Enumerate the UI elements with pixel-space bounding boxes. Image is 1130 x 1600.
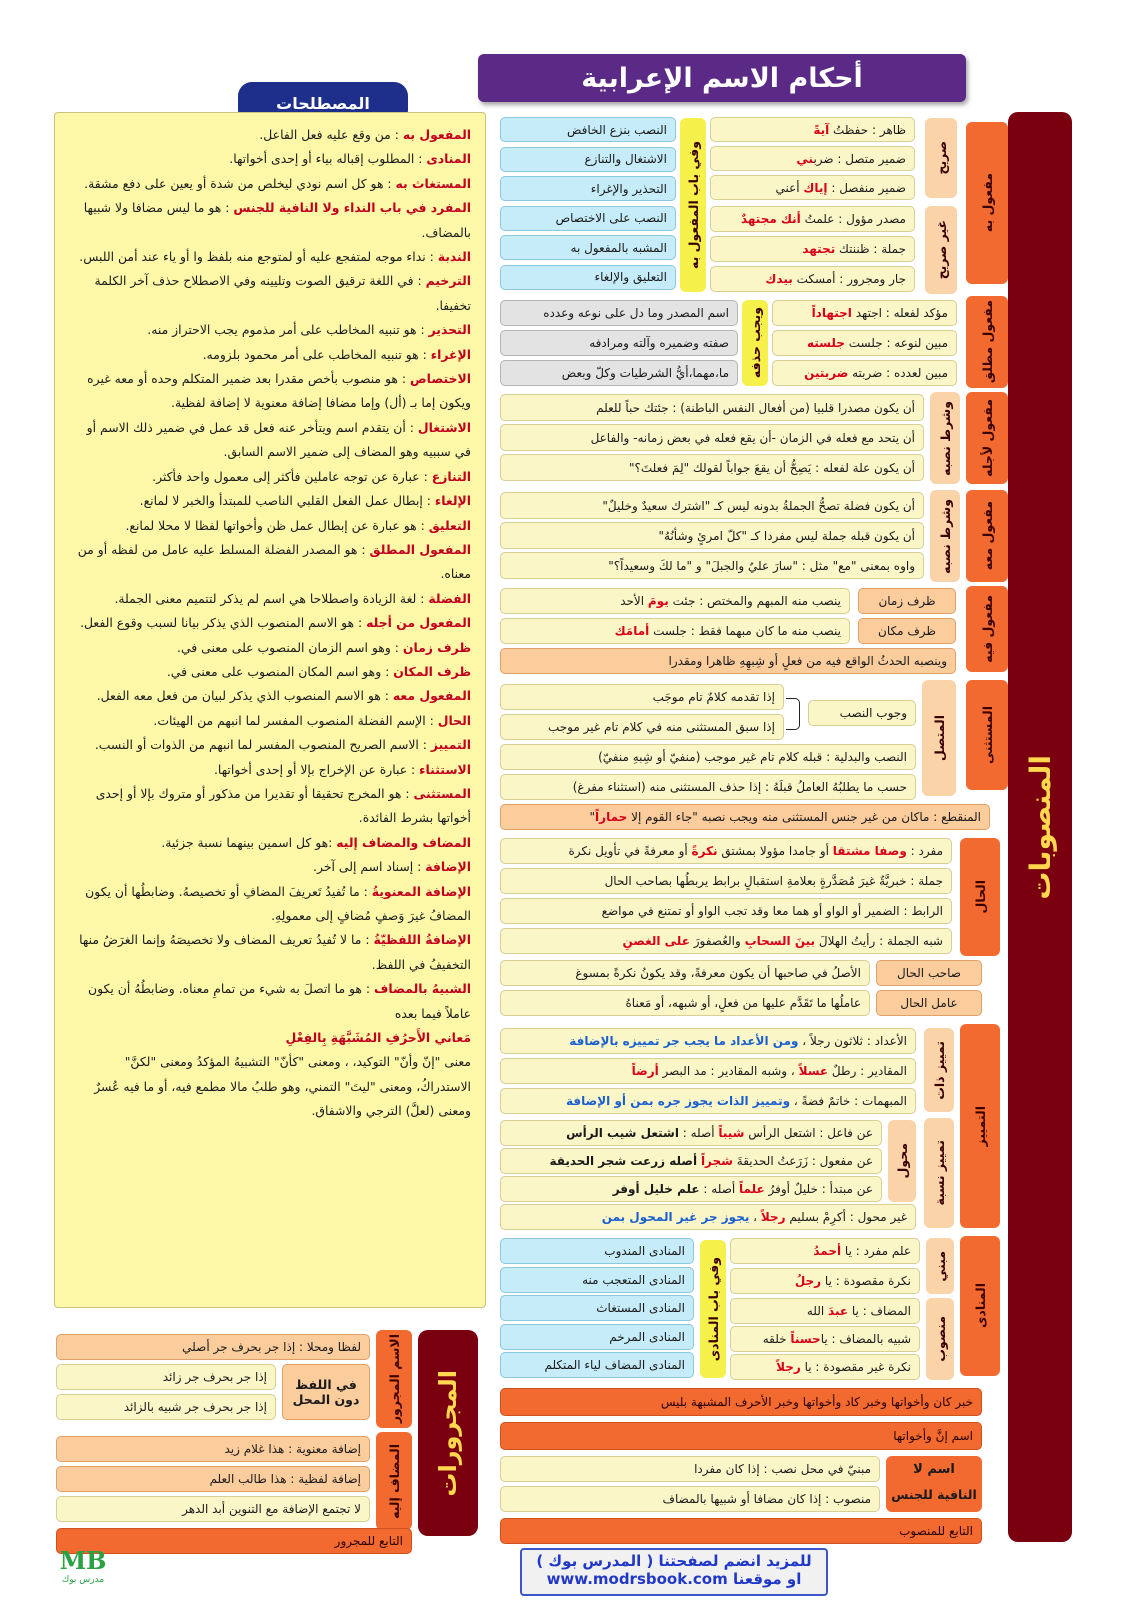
mansubat-spine: المنصوبات bbox=[1008, 112, 1072, 1542]
munada-item: نكرة مقصودة : يا رجلُ bbox=[730, 1268, 920, 1294]
glossary-definition: : في اللغة ترقيق الصوت وتليينه وفي الاصطلاح حذف آخر الكلمة تخفيفا. bbox=[94, 273, 471, 313]
maah-item: أن يكون قبله جملة ليس مفردا كـ "كلّ امرئٍ وشأنُهُ" bbox=[500, 522, 924, 549]
glossary-definition: : المطلوب إقباله بياء أو إحدى أخواتها. bbox=[229, 151, 427, 167]
glossary-entry bbox=[67, 758, 471, 782]
munada-label: المنادى bbox=[960, 1236, 1000, 1376]
amil-hal: عامل الحال bbox=[876, 990, 982, 1016]
glossary-definition: : وهو اسم المكان المنصوب على معنى في. bbox=[166, 663, 394, 679]
ism-la-box bbox=[886, 1456, 982, 1512]
hal-item: الرابط : الضمير أو الواو أو هما معا وقد تجب الواو أو تمتنع في مواضع bbox=[500, 898, 952, 924]
amil-hal-desc: عاملُها ما تَقَدَّم عليها من فعلٍ، أو شبهه، أو مَعناهُ bbox=[500, 990, 870, 1016]
zarf-zaman: ظرف زمان bbox=[858, 588, 956, 614]
maah-label: مفعول معه bbox=[966, 490, 1008, 582]
munada-item: علم مفرد : يا أحمدُ bbox=[730, 1238, 920, 1264]
tamyiz-nisba-item: عن فاعل : اشتعل الرأس شيباً أصله : اشتعل شيب الرأس bbox=[500, 1120, 882, 1146]
glossary-entry bbox=[67, 1026, 471, 1050]
fih-nasib: وينصبه الحدثُ الواقع فيه من فعلٍ أو شِبهِهِ ظاهرا ومقدرا bbox=[500, 648, 956, 674]
sareeh-item: ضمير منفصل : إياك أعني bbox=[710, 175, 915, 200]
glossary-term: ظرف المكان bbox=[393, 663, 471, 679]
glossary-entry bbox=[67, 977, 471, 1026]
footer-line2[interactable]: او موقعنا www.modrsbook.com bbox=[546, 1570, 802, 1588]
glossary-panel bbox=[54, 112, 486, 1308]
glossary-definition: : هو الاسم المنصوب الذي يذكر بيانا لسبب وقوع الفعل. bbox=[80, 615, 367, 631]
glossary-entry bbox=[67, 245, 471, 269]
mutlaq-label: مفعول مطلق bbox=[966, 296, 1008, 388]
glossary-definition: : وهو اسم الزمان المنصوب على معنى في. bbox=[177, 639, 403, 655]
hal-item: شبه الجملة : رأيتُ الهلالَ بينَ السحابِ والعُصفورَ على الغصنِ bbox=[500, 928, 952, 954]
bracket bbox=[786, 698, 800, 730]
glossary-entry bbox=[67, 855, 471, 879]
glossary-entry bbox=[67, 269, 471, 318]
liajlih-item: أن يكون مصدرا قلبيا (من أفعال النفس الباطنة) : جئتك حباً للعلم bbox=[500, 394, 924, 421]
zarf-makan: ظرف مكان bbox=[858, 618, 956, 644]
glossary-term: المفعول معه bbox=[392, 688, 471, 704]
glossary-term: الفضلة bbox=[428, 590, 471, 606]
hal-label: الحال bbox=[960, 838, 1000, 956]
mustathna-item: إذا سبق المستثنى منه في كلام تام غير موجب bbox=[500, 714, 784, 740]
glossary-entry bbox=[67, 343, 471, 367]
glossary-term: الإضافةُ اللفظيّةُ bbox=[373, 932, 471, 948]
liajlih-cond-label: وشرط نصبه bbox=[930, 392, 960, 484]
glossary-term: الندبة bbox=[437, 249, 471, 265]
sareeh-item: ظاهر : حفظتُ آيةً bbox=[710, 117, 915, 142]
majrur-item: إذا جر بحرف جر شبيه بالزائد bbox=[56, 1394, 276, 1420]
glossary-term: المضاف والمضاف إليه bbox=[336, 834, 471, 850]
page-title: أحكام الاسم الإعرابية bbox=[478, 54, 966, 102]
mutlaq-item: مبين لعدده : ضربته ضربتين bbox=[772, 360, 957, 386]
hadhf-item: صفته وضميره وآلته ومرادفه bbox=[500, 330, 738, 356]
glossary-definition: : إسناد اسم إلى آخر. bbox=[313, 859, 426, 875]
glossary-term: الاختصاص bbox=[410, 371, 471, 387]
glossary-definition: : الاسم الصريح المنصوب المفسر لما انبهم من الذوات أو النسب. bbox=[94, 737, 431, 753]
hal-item: جملة : خبريَّةٌ غيرَ مُصَدَّرةٍ بعلامةِ استقبالٍ برابط يربطُها بصاحب الحال bbox=[500, 868, 952, 894]
glossary-entry bbox=[67, 147, 471, 171]
ism-inna: اسم إنَّ وأخواتها bbox=[500, 1422, 982, 1450]
glossary-term: المفعول من أجله bbox=[366, 615, 471, 631]
glossary-term: المفعول المطلق bbox=[369, 541, 471, 557]
glossary-term: التمييز bbox=[430, 737, 471, 753]
glossary-entry bbox=[67, 587, 471, 611]
mabni-label: مبني bbox=[926, 1238, 954, 1294]
bab-mafool-item: الاشتغال والتنازع bbox=[500, 147, 676, 172]
glossary-entry bbox=[67, 636, 471, 660]
tabi-mansub: التابع للمنصوب bbox=[500, 1518, 982, 1544]
glossary-entry bbox=[67, 831, 471, 855]
hal-item: مفرد : وصفا مشتقا أو جامدا مؤولا بمشتق نكرةً أو معرفةً في تأويل نكرة bbox=[500, 838, 952, 864]
tamyiz-nisba-item: غير محول : أكرِمْ بسليم رجلاً ، يجوز جر غير المحول بمن bbox=[500, 1204, 916, 1230]
ghayr-sareeh-item: جملة : ظننتك تجتهد bbox=[710, 236, 915, 262]
glossary-entry bbox=[67, 538, 471, 587]
glossary-entry bbox=[67, 660, 471, 684]
ghayr-sareeh-item: مصدر مؤول : علمتُ أنك مجتهدٌ bbox=[710, 206, 915, 232]
maah-item: واوه بمعنى "مع" مثل : "سارَ عليٌ والجبلَ" و "ما لكَ وسعيداً؟" bbox=[500, 552, 924, 579]
wujub-hadhf-label: ويجب حذفه bbox=[742, 300, 768, 386]
tabi-majrur: التابع للمجرور bbox=[56, 1528, 412, 1554]
bab-mafool-item: النصب على الاختصاص bbox=[500, 206, 676, 231]
glossary-entry bbox=[67, 684, 471, 708]
glossary-definition: : ما لا تُفيدُ تعريف المضاف ولا تخصيصَهُ وإنما الغرَضُ منها التخفيفُ في اللفظ. bbox=[79, 932, 471, 972]
glossary-term: ظرف زمان bbox=[402, 639, 471, 655]
glossary-definition: : ما تُفيدُ تَعريفَ المضافِ أو تخصيصهُ. وضابطُها أن يكون المضافُ غيرَ وَصفٍ مُضافٍ إلى معمولِهِ. bbox=[85, 883, 471, 923]
mustathna-label: المستثنى bbox=[966, 680, 1008, 790]
hadhf-item: اسم المصدر وما دل على نوعه وعدده bbox=[500, 300, 738, 326]
ism-la: اسم لا bbox=[913, 1462, 955, 1477]
tamyiz-dhat-label: تمييز ذات bbox=[924, 1028, 954, 1112]
logo: MB مدرس بوك bbox=[59, 1546, 107, 1585]
bab-mafool-item: النصب بنزع الخافض bbox=[500, 117, 676, 142]
glossary-term: التعليق bbox=[428, 517, 471, 533]
glossary-entry bbox=[67, 733, 471, 757]
glossary-entry bbox=[67, 416, 471, 465]
glossary-entry bbox=[67, 196, 471, 245]
glossary-term: التحذير bbox=[428, 322, 471, 338]
munada-item: نكرة غير مقصودة : يا رجلاً bbox=[730, 1354, 920, 1380]
nafiya-liljins: النافية للجنس bbox=[891, 1487, 977, 1502]
glossary-definition: : هو تنبيه المخاطب على أمر محمود بلزومه. bbox=[202, 346, 431, 362]
liajlih-item: أن يكون علة لفعله : يَصِحُّ أن يقعَ جواباً لقولك "لِمَ فعلتَ؟" bbox=[500, 454, 924, 481]
terms-header: المصطلحات bbox=[238, 82, 408, 124]
glossary-term: مَعاني الأَحرُفِ المُشَبَّهَةِ بِالفِعْلِ bbox=[285, 1030, 471, 1046]
munada-item: شبيه بالمضاف : ياحسناً خلقه bbox=[730, 1326, 920, 1352]
maah-cond-label: وشرط نصبه bbox=[930, 490, 960, 582]
bab-mafool-item: التعليق والإلغاء bbox=[500, 265, 676, 290]
idafa-item: لا تجتمع الإضافة مع التنوين أبد الدهر bbox=[56, 1496, 370, 1522]
glossary-term: التنازع bbox=[431, 468, 471, 484]
glossary-entry bbox=[67, 489, 471, 513]
glossary-entry bbox=[67, 318, 471, 342]
glossary-definition: : عبارة عن الإخراج بإلا أو إحدى أخواتها. bbox=[213, 761, 420, 777]
glossary-definition: : هو كل اسم نودي ليخلص من شدة أو يعين على دفع مشقة. bbox=[84, 175, 396, 191]
sareeh-label: صريح bbox=[925, 118, 957, 198]
mudaf-ilayh-label: المضاف إليه bbox=[376, 1432, 412, 1530]
glossary-term: الشبيهُ بالمضاف bbox=[374, 981, 471, 997]
glossary-definition: : هو ما ليس مضافا ولا شبيها بالمضاف. bbox=[83, 200, 471, 240]
glossary-term: المستثنى bbox=[413, 785, 471, 801]
glossary-entry bbox=[67, 782, 471, 831]
glossary-term: الإغراء bbox=[430, 346, 471, 362]
mansub-label: منصوب bbox=[926, 1298, 954, 1380]
glossary-definition: : هو تنبيه المخاطب على أمر مذموم يجب الاحتراز منه. bbox=[147, 322, 429, 338]
mustathna-item: حسب ما يطلبُهُ العاملُ قبلَهُ : إذا حذف المستثنى منه (استثناء مفرغ) bbox=[500, 774, 916, 800]
tamyiz-dhat-item: الأعداد : ثلاثون رجلاً ، ومن الأعداد ما يجب جر تمييزه بالإضافة bbox=[500, 1028, 916, 1054]
munada-bab-item: المنادى المضاف لياء المتكلم bbox=[500, 1352, 694, 1378]
sareeh-item: ضمير متصل : ضربني bbox=[710, 146, 915, 171]
ism-majrur-label: الاسم المجرور bbox=[376, 1330, 412, 1428]
mutlaq-item: مؤكد لفعله : اجتهد اجتهاداً bbox=[772, 300, 957, 326]
glossary-definition: : هو عبارة عن إبطال عمل ظن وأخواتها لفظا لا محلا لمانع. bbox=[125, 517, 429, 533]
muhawwal-label: محول bbox=[888, 1120, 916, 1202]
majrurat-spine: المجرورات bbox=[418, 1330, 478, 1536]
tamyiz-dhat-item: المقادير : رطلٌ عسلاً ، وشبه المقادير : مد البصر أرضاً bbox=[500, 1058, 916, 1084]
liajlih-item: أن يتحد مع فعله في الزمان -أن يقع فعله في بعض زمانه- والفاعل bbox=[500, 424, 924, 451]
glossary-term: الحال bbox=[437, 712, 471, 728]
glossary-term: المفعول به bbox=[402, 127, 471, 142]
wujub-nasb: وجوب النصب bbox=[808, 700, 916, 726]
munada-item: المضاف : يا عبدَ الله bbox=[730, 1298, 920, 1324]
glossary-definition: : إبطال عمل الفعل القلبي الناصب للمبتدأ والخبر لا لمانع. bbox=[139, 493, 435, 509]
tamyiz-nisba-item: عن مبتدأ : خليلٌ أوفرُ علماً أصله : علم خليل أوفر bbox=[500, 1176, 882, 1202]
glossary-entry bbox=[67, 367, 471, 416]
glossary-term: الترخيم bbox=[425, 273, 471, 289]
tamyiz-nisba-label: تمييز نسبة bbox=[924, 1118, 954, 1228]
la-item: مبنيّ في محل نصب : إذا كان مفردا bbox=[500, 1456, 880, 1482]
idafa-item: إضافة لفظية : هذا طالب العلم bbox=[56, 1466, 370, 1492]
khabar-kana: خبر كان وأخواتها وخبر كاد وأخواتها وخبر الأحرف المشبهة بليس bbox=[500, 1388, 982, 1416]
mafool-bih-label: مفعول به bbox=[966, 122, 1008, 284]
tamyiz-dhat-item: المبهمات : خاتمٌ فضةً ، وتمييز الذات يجوز جره بمن أو الإضافة bbox=[500, 1088, 916, 1114]
munada-bab-item: المنادى المستغاث bbox=[500, 1295, 694, 1321]
glossary-definition: : لغة الزيادة واصطلاحا هي اسم لم يذكر لتتميم معنى الجملة. bbox=[114, 590, 429, 606]
hadhf-item: ما،مهما،أيُّ الشرطيات وكلّ وبعض bbox=[500, 360, 738, 386]
munada-bab-item: المنادى المرخم bbox=[500, 1324, 694, 1350]
majrur-item: إذا جر بحرف جر زائد bbox=[56, 1364, 276, 1390]
glossary-term: الإضافة bbox=[425, 859, 471, 875]
sahib-hal: صاحب الحال bbox=[876, 960, 982, 986]
idafa-item: إضافة معنوية : هذا غلام زيد bbox=[56, 1436, 370, 1462]
glossary-term: الإلغاء bbox=[434, 493, 471, 509]
zarf-zaman-desc: ينصب منه المبهم والمختص : جئت يومَ الأحد bbox=[500, 588, 850, 614]
glossary-term: الاستثناء bbox=[419, 761, 471, 777]
ghayr-sareeh-item: جار ومجرور : أمسكت بيدك bbox=[710, 266, 915, 292]
sahib-hal-desc: الأصلُ في صاحبها أن يكون معرفةً، وقد يكونُ نكرةً بمسوغ bbox=[500, 960, 870, 986]
bab-mafool-item: التحذير والإغراء bbox=[500, 176, 676, 201]
munada-bab-item: المنادى المتعجب منه bbox=[500, 1267, 694, 1293]
glossary-entry bbox=[67, 611, 471, 635]
glossary-definition: : هو منصوب بأخص مقدرا بعد ضمير المتكلم وحده أو معه غيره ويكون إما بـ (أل) وإما مضافا إضافة معنوية لا إضافة لفظية. bbox=[87, 371, 471, 411]
glossary-definition: : من وقع عليه فعل الفاعل. bbox=[259, 127, 403, 142]
maah-item: أن يكون فضلة تصحُّ الجملةُ بدونه ليس كـ "اشترك سعيدٌ وخليلٌ" bbox=[500, 492, 924, 519]
glossary-entry bbox=[67, 709, 471, 733]
glossary-definition: : هو المخرج تحقيقا أو تقديرا من مذكور أو متروك بإلا أو إحدى أخواتها بشرط الفائدة. bbox=[95, 785, 471, 826]
glossary-definition: : هو المصدر الفضلة المسلط عليه عامل من لفظه أو من معناه. bbox=[77, 541, 471, 582]
footer-banner bbox=[520, 1548, 828, 1596]
glossary-entry bbox=[67, 880, 471, 929]
glossary-entry bbox=[67, 514, 471, 538]
munada-bab-item: المنادى المندوب bbox=[500, 1238, 694, 1264]
tamyiz-nisba-item: عن مفعول : زَرَعتُ الحديقةَ شجراً أصله زرعت شجر الحديقة bbox=[500, 1148, 882, 1174]
zarf-makan-desc: ينصب منه ما كان مبهما فقط : جلست أمامَك bbox=[500, 618, 850, 644]
glossary-definition: : هو ما اتصلَ به شيء من تمامِ معناه. وضابطُهُ أن يكون عاملاً فيما بعده bbox=[88, 981, 471, 1021]
fi-lafz: في اللفظ دون المحل bbox=[282, 1364, 370, 1420]
glossary-definition: :هو كل اسمين بينهما نسبة جزئية. bbox=[161, 834, 337, 850]
glossary-definition: : هو الاسم المنصوب الذي يذكر لبيان من فعل معه الفعل. bbox=[96, 688, 393, 704]
glossary-term: المنادى bbox=[426, 151, 471, 167]
glossary-term: الإضافة المعنويةُ bbox=[371, 883, 471, 899]
mustathna-item: إذا تقدمه كلامٌ تام موجَب bbox=[500, 684, 784, 710]
glossary-entry bbox=[67, 928, 471, 977]
glossary-term: المفرد في باب النداء ولا النافية للجنس bbox=[233, 200, 471, 216]
majrur-item: لفظا ومحلا : إذا جر بحرف جر أصلي bbox=[56, 1334, 370, 1360]
glossary-definition: : أن يتقدم اسم ويتأخر عنه فعل قد عمل في ضمير ذلك الاسم أو في سببيه وهو المضاف إلى ضمير الاسم السابق. bbox=[86, 419, 471, 460]
fih-label: مفعول فيه bbox=[966, 586, 1008, 672]
footer-line1: للمزيد انضم لصفحتنا ( المدرس بوك ) bbox=[536, 1552, 812, 1570]
munqati: المنقطع : ماكان من غير جنس المستثنى منه ويجب نصبه "جاء القوم إلا حماراً" bbox=[500, 804, 990, 830]
bab-mafool-label: وفي باب المفعول به bbox=[680, 118, 706, 292]
liajlih-label: مفعول لأجله bbox=[966, 392, 1008, 484]
glossary-definition: : الإسم الفضلة المنصوب المفسر لما انبهم من الهيئات. bbox=[153, 712, 438, 728]
glossary-entry bbox=[67, 172, 471, 196]
mutlaq-item: مبين لنوعه : جلست جلسته bbox=[772, 330, 957, 356]
ghayr-sareeh-label: غير صريح bbox=[925, 206, 957, 294]
glossary-definition: : نداء موجه لمتفجع عليه أو لمتوجع منه بلفظ وا أو ياء عند أمن اللبس. bbox=[79, 249, 438, 265]
glossary-definition: معنى "إنّ وأنّ" التوكيد، ، ومعنى "كأنّ" التشبيهُ المؤكدُ ومعنى "لكنَّ" الاستدراكُ، ومعنى "ليتَ" التمني، وهو طلبُ مالا مطمع فيه، أو ما فيه عُسرٌ ومعنى (لعلَّ) الترجي والاشفاق. bbox=[94, 1054, 471, 1119]
glossary-entry bbox=[67, 123, 471, 147]
glossary-term: الاشتغال bbox=[417, 419, 471, 435]
glossary-entry bbox=[67, 1050, 471, 1123]
glossary-term: المستغاث به bbox=[395, 175, 471, 191]
mustathna-item: النصب والبدلية : قبله كلام تام غير موجب (منفيّ أو شِبهِ منفيّ) bbox=[500, 744, 916, 770]
bab-munada-label: وفي باب المنادى bbox=[700, 1240, 726, 1378]
glossary-definition: : عبارة عن توجه عاملين فأكثر إلى معمول واحد فأكثر. bbox=[152, 468, 432, 484]
glossary-entry bbox=[67, 465, 471, 489]
muttasil-label: المتصل bbox=[922, 680, 956, 796]
tamyiz-label: التمييز bbox=[960, 1024, 1000, 1228]
bab-mafool-item: المشبه بالمفعول به bbox=[500, 235, 676, 260]
la-item: منصوب : إذا كان مضافا أو شبيها بالمضاف bbox=[500, 1486, 880, 1512]
